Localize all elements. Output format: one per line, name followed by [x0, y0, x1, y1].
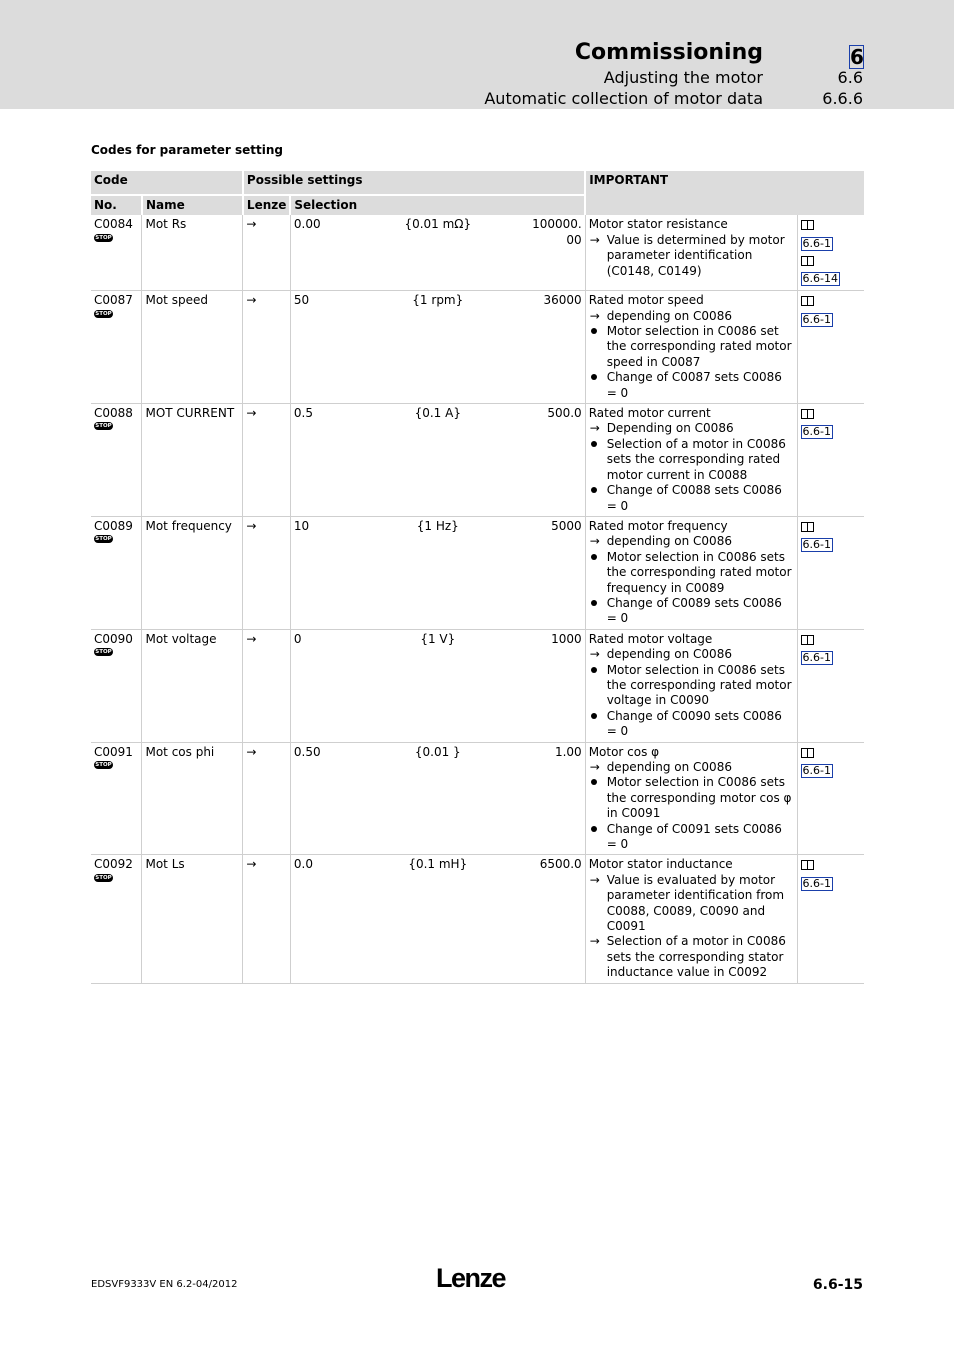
important-item-text: Selection of a motor in C0086 sets the corresponding rated motor current in C0088 [606, 436, 786, 482]
selection-min: 0.00 [293, 217, 321, 232]
arrow-right-icon: → [589, 647, 600, 662]
header-selection: Selection [290, 195, 585, 215]
header-lenze: Lenze [243, 195, 290, 215]
book-icon [801, 220, 814, 230]
important-item [589, 550, 794, 596]
important-title: Rated motor frequency [588, 518, 728, 533]
page-reference-link[interactable]: 6.6-1 [802, 425, 831, 439]
important-item-text: Motor selection in C0086 set the corresponding rated motor speed in C0087 [606, 324, 792, 369]
table-caption: Codes for parameter setting [91, 143, 283, 157]
selection-min: 0.50 [293, 744, 321, 759]
reference-cell [797, 404, 864, 517]
important-title: Motor stator resistance [588, 217, 728, 232]
section-number: 6.6 [837, 68, 863, 87]
name-cell [142, 629, 243, 742]
important-item-text: depending on C0086 [606, 760, 732, 774]
important-item [589, 709, 794, 740]
table-row [91, 742, 864, 855]
important-item-text: Change of C0091 sets C0086 = 0 [606, 821, 782, 852]
header-no: No. [91, 195, 142, 215]
book-icon [801, 522, 814, 532]
important-list [589, 873, 794, 981]
book-icon [801, 409, 814, 419]
selection-cell [290, 215, 585, 290]
selection-max: 500.0 [547, 406, 582, 421]
selection-max: 36000 [543, 293, 582, 308]
selection-unit: {1 rpm} [412, 293, 464, 308]
arrow-right-icon: → [246, 744, 257, 759]
selection-min: 0 [293, 631, 302, 646]
arrow-right-icon: → [589, 232, 600, 247]
code-cell [91, 404, 142, 517]
section-title-header: Adjusting the motor [603, 68, 763, 87]
code-number: C0087 [94, 293, 133, 308]
important-item [589, 309, 794, 324]
code-cell [91, 742, 142, 855]
code-cell [91, 215, 142, 290]
arrow-right-icon: → [589, 760, 600, 774]
page-reference-link[interactable]: 6.6-1 [802, 651, 831, 665]
table-row [91, 291, 864, 404]
lenze-cell [243, 629, 290, 742]
important-item-text: depending on C0086 [606, 308, 732, 323]
important-item [589, 324, 794, 370]
stop-icon: STOP [95, 874, 112, 881]
important-title: Rated motor speed [588, 293, 704, 308]
code-number: C0084 [94, 217, 133, 232]
important-list [589, 309, 794, 401]
lenze-cell [243, 215, 290, 290]
name-cell [142, 855, 243, 983]
name-cell [142, 291, 243, 404]
arrow-right-icon: → [246, 406, 257, 421]
parameter-name: MOT CURRENT [145, 406, 235, 421]
important-list [589, 534, 794, 626]
parameter-name: Mot cos phi [145, 744, 215, 759]
document-id: EDSVF9333V EN 6.2-04/2012 [91, 1279, 238, 1290]
parameter-name: Mot frequency [145, 518, 232, 533]
selection-min: 0.0 [293, 857, 313, 872]
page-reference-link[interactable]: 6.6-1 [802, 538, 831, 552]
table-body [91, 215, 864, 983]
selection-unit: {1 V} [420, 631, 456, 646]
code-cell [91, 855, 142, 983]
page-number: 6.6-15 [812, 1277, 863, 1293]
code-number: C0089 [94, 518, 133, 533]
important-title: Rated motor current [588, 406, 711, 421]
important-cell [585, 855, 797, 983]
important-item-text: Change of C0088 sets C0086 = 0 [606, 483, 782, 513]
important-item [589, 421, 794, 436]
important-item-text: Value is evaluated by motor parameter identification from C0088, C0089, C0090 and C0091 [606, 872, 785, 934]
arrow-right-icon: → [246, 631, 257, 646]
important-item-text: depending on C0086 [606, 534, 732, 549]
important-item [589, 534, 794, 549]
parameter-name: Mot Rs [145, 217, 187, 232]
important-item-text: Motor selection in C0086 sets the corresponding motor cos φ in C0091 [606, 775, 792, 821]
book-icon [801, 256, 814, 266]
book-icon [801, 635, 814, 645]
selection-unit: {0.1 A} [414, 406, 461, 421]
table-row [91, 404, 864, 517]
lenze-logo: Lenze [436, 1263, 506, 1293]
book-icon [801, 748, 814, 758]
arrow-right-icon: → [246, 217, 257, 232]
important-item [589, 775, 794, 821]
book-icon [801, 296, 814, 306]
arrow-right-icon: → [589, 534, 600, 549]
selection-cell [290, 629, 585, 742]
selection-unit: {1 Hz} [416, 518, 459, 533]
important-list [589, 647, 794, 739]
name-cell [142, 404, 243, 517]
code-number: C0091 [94, 744, 133, 759]
reference-cell [797, 629, 864, 742]
lenze-cell [243, 516, 290, 629]
important-item [589, 370, 794, 401]
header-important: IMPORTANT [585, 171, 864, 215]
arrow-right-icon: → [246, 857, 257, 872]
important-list [589, 421, 794, 513]
important-item-text: Motor selection in C0086 sets the corresponding rated motor frequency in C0089 [606, 549, 792, 595]
reference-cell [797, 516, 864, 629]
lenze-cell [243, 855, 290, 983]
important-title: Motor cos φ [588, 744, 660, 759]
code-number: C0092 [94, 857, 133, 872]
arrow-right-icon: → [589, 308, 600, 323]
reference-cell [797, 855, 864, 983]
bullet-icon [590, 550, 597, 565]
selection-cell [290, 404, 585, 517]
selection-cell [290, 516, 585, 629]
important-item-text: Change of C0090 sets C0086 = 0 [606, 708, 782, 739]
bullet-icon [590, 663, 597, 678]
selection-cell [290, 855, 585, 983]
important-cell [585, 629, 797, 742]
selection-max: 1000 [551, 631, 582, 646]
chapter-title: Commissioning [574, 40, 763, 65]
important-item-text: Change of C0089 sets C0086 = 0 [606, 595, 782, 626]
header-code: Code [91, 171, 243, 195]
important-cell [585, 742, 797, 855]
code-number: C0090 [94, 631, 133, 646]
bullet-icon [590, 775, 597, 790]
important-item-text: Selection of a motor in C0086 sets the corresponding stator inductance value in C0092 [606, 934, 786, 980]
bullet-icon [590, 370, 597, 385]
important-item [589, 663, 794, 709]
chapter-number-box[interactable]: 6 [850, 45, 864, 69]
important-item [589, 822, 794, 853]
important-title: Motor stator inductance [588, 857, 733, 872]
selection-max: 100000. 00 [532, 217, 582, 247]
arrow-right-icon: → [246, 518, 257, 533]
header-possible-settings: Possible settings [243, 171, 585, 195]
important-item [589, 760, 794, 775]
table-row [91, 215, 864, 290]
book-icon [801, 860, 814, 870]
important-item-text: Motor selection in C0086 sets the corresponding rated motor voltage in C0090 [606, 662, 792, 708]
important-item [589, 437, 794, 483]
selection-unit: {0.01 mΩ} [404, 217, 472, 232]
important-cell [585, 291, 797, 404]
important-list [589, 760, 794, 852]
selection-max: 5000 [551, 518, 582, 533]
page-reference-link[interactable]: 6.6-14 [802, 272, 838, 286]
reference-cell [797, 291, 864, 404]
important-cell [585, 404, 797, 517]
important-item [589, 873, 794, 935]
subsection-title-header: Automatic collection of motor data [484, 89, 763, 108]
important-item [589, 934, 794, 980]
name-cell [142, 516, 243, 629]
important-item [589, 647, 794, 662]
stop-icon: STOP [95, 310, 112, 317]
selection-max: 1.00 [554, 744, 582, 759]
table-row [91, 516, 864, 629]
selection-cell [290, 291, 585, 404]
bullet-icon [590, 709, 597, 724]
lenze-cell [243, 742, 290, 855]
important-item [589, 483, 794, 514]
code-cell [91, 516, 142, 629]
page-reference-link[interactable]: 6.6-1 [802, 764, 831, 777]
important-item-text: depending on C0086 [606, 647, 732, 662]
selection-unit: {0.01 } [414, 744, 461, 759]
bullet-icon [590, 437, 597, 452]
bullet-icon [590, 483, 597, 498]
important-cell [585, 215, 797, 290]
selection-cell [290, 742, 585, 855]
page-reference-link[interactable]: 6.6-1 [802, 876, 831, 890]
code-cell [91, 629, 142, 742]
page-reference-link[interactable]: 6.6-1 [802, 236, 831, 250]
important-item-text: Value is determined by motor parameter identification (C0148, C0149) [606, 232, 785, 278]
bullet-icon [590, 596, 597, 611]
arrow-right-icon: → [589, 421, 600, 436]
name-cell [142, 742, 243, 855]
code-cell [91, 291, 142, 404]
bullet-icon [590, 822, 597, 837]
parameter-table [91, 171, 864, 984]
important-item [589, 596, 794, 627]
stop-icon: STOP [95, 423, 112, 430]
parameter-name: Mot voltage [145, 631, 217, 646]
stop-icon: STOP [95, 536, 112, 543]
stop-icon: STOP [95, 234, 112, 241]
selection-min: 0.5 [293, 406, 313, 421]
header-name: Name [142, 195, 243, 215]
parameter-name: Mot speed [145, 293, 208, 308]
important-item-text: Change of C0087 sets C0086 = 0 [606, 370, 782, 400]
table-row [91, 629, 864, 742]
table-row [91, 855, 864, 983]
important-title: Rated motor voltage [588, 631, 713, 646]
code-number: C0088 [94, 406, 133, 421]
page-header [0, 0, 954, 109]
bullet-icon [590, 324, 597, 339]
important-list [589, 233, 794, 279]
reference-cell [797, 215, 864, 290]
lenze-cell [243, 291, 290, 404]
selection-max: 6500.0 [539, 857, 582, 872]
important-item [589, 233, 794, 279]
reference-cell [797, 742, 864, 855]
stop-icon: STOP [95, 649, 112, 656]
stop-icon: STOP [95, 762, 112, 768]
selection-min: 10 [293, 518, 310, 533]
subsection-number: 6.6.6 [822, 89, 863, 108]
lenze-cell [243, 404, 290, 517]
name-cell [142, 215, 243, 290]
arrow-right-icon: → [589, 872, 600, 887]
selection-min: 50 [293, 293, 310, 308]
important-item-text: Depending on C0086 [606, 421, 734, 436]
parameter-name: Mot Ls [145, 857, 185, 872]
arrow-right-icon: → [246, 293, 257, 308]
arrow-right-icon: → [589, 934, 600, 949]
selection-unit: {0.1 mH} [408, 857, 468, 872]
important-cell [585, 516, 797, 629]
page-reference-link[interactable]: 6.6-1 [802, 312, 831, 326]
